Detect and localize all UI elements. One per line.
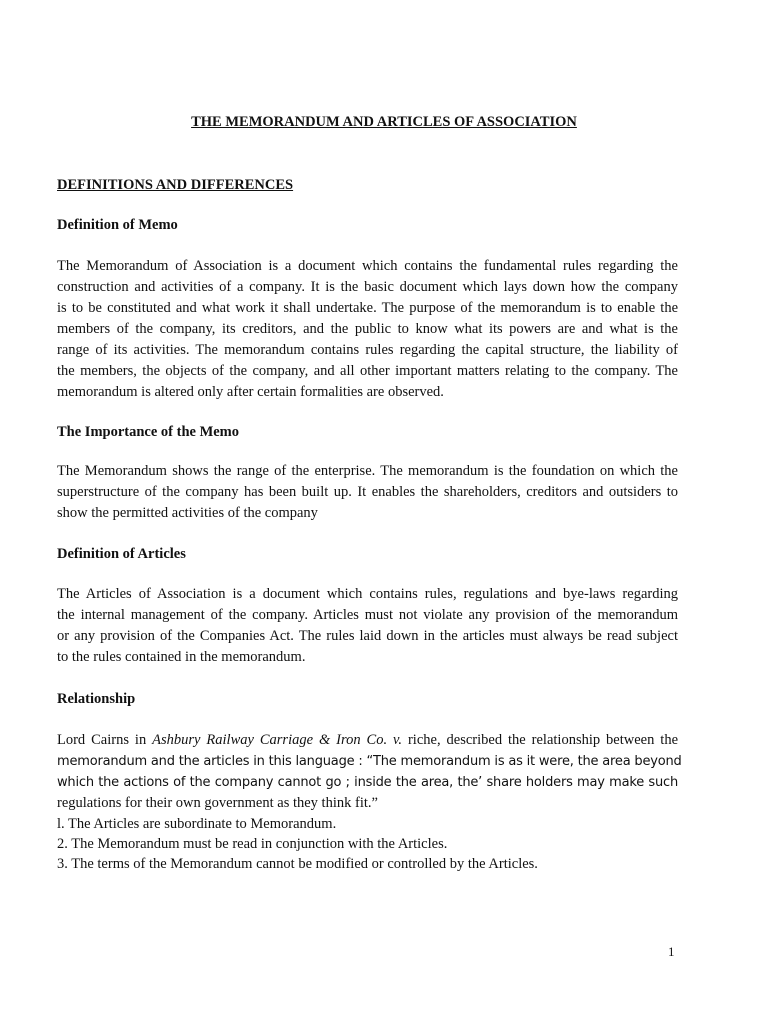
case-name: Ashbury Railway Carriage & Iron Co. v.	[152, 732, 403, 748]
paragraph-line: to the rules contained in the memorandum.	[57, 649, 306, 665]
quote-line: which the actions of the company cannot go ; inside the area, the’ share holders may make such	[57, 775, 678, 790]
relationship-point: 3. The terms of the Memorandum cannot be modified or controlled by the Articles.	[57, 856, 538, 872]
heading-definition-of-memo: Definition of Memo	[57, 217, 178, 233]
section-heading-definitions: DEFINITIONS AND DIFFERENCES	[57, 177, 294, 193]
paragraph-line: is to be constituted and what work it shall undertake. The purpose of the memorandum is to enable the	[57, 300, 678, 316]
paragraph-line: the internal management of the company. Articles must not violate any provision of the memorandum	[57, 607, 678, 623]
paragraph-line: memorandum is altered only after certain formalities are observed.	[57, 384, 444, 400]
heading-relationship: Relationship	[57, 691, 136, 707]
quote-line: regulations for their own government as they think fit.”	[57, 795, 378, 811]
document-title: THE MEMORANDUM AND ARTICLES OF ASSOCIATION	[191, 114, 577, 130]
relationship-point: 2. The Memorandum must be read in conjunction with the Articles.	[57, 836, 448, 852]
paragraph-line: The Articles of Association is a document which contains rules, regulations and bye-laws regarding	[57, 586, 678, 602]
paragraph-line: The Memorandum shows the range of the enterprise. The memorandum is the foundation on which the	[57, 463, 678, 479]
paragraph-line: construction and activities of a company. It is the basic document which lays down how the company	[57, 279, 678, 295]
paragraph-line: or any provision of the Companies Act. The rules laid down in the articles must always be read subject	[57, 628, 678, 644]
paragraph-line: The Memorandum of Association is a document which contains the fundamental rules regarding the	[57, 258, 678, 274]
relationship-point: l. The Articles are subordinate to Memorandum.	[57, 816, 337, 832]
paragraph-line: range of its activities. The memorandum contains rules regarding the capital structure, the liability of	[57, 342, 678, 358]
paragraph-line: the members, the objects of the company, and all other important matters relating to the company. The	[57, 363, 678, 379]
heading-definition-of-articles: Definition of Articles	[57, 546, 186, 562]
quote-line: memorandum and the articles in this language : “The memorandum is as it were, the area beyond	[57, 754, 682, 769]
heading-importance-of-memo: The Importance of the Memo	[57, 424, 240, 440]
text-fragment: riche, described the relationship between the	[402, 732, 679, 748]
page-number: 1	[668, 944, 675, 959]
paragraph-line: superstructure of the company has been built up. It enables the shareholders, creditors and outsiders to	[57, 484, 678, 500]
paragraph-relationship	[57, 730, 682, 874]
paragraph-line: show the permitted activities of the company	[57, 505, 318, 521]
paragraph-line: members of the company, its creditors, and the public to know what its powers are and what is the	[57, 321, 678, 337]
paragraph-definition-of-articles	[57, 584, 678, 668]
paragraph-definition-of-memo	[57, 256, 678, 403]
paragraph-line	[57, 730, 678, 751]
paragraph-importance-of-memo	[57, 461, 678, 524]
text-fragment: Lord Cairns in	[57, 732, 153, 748]
